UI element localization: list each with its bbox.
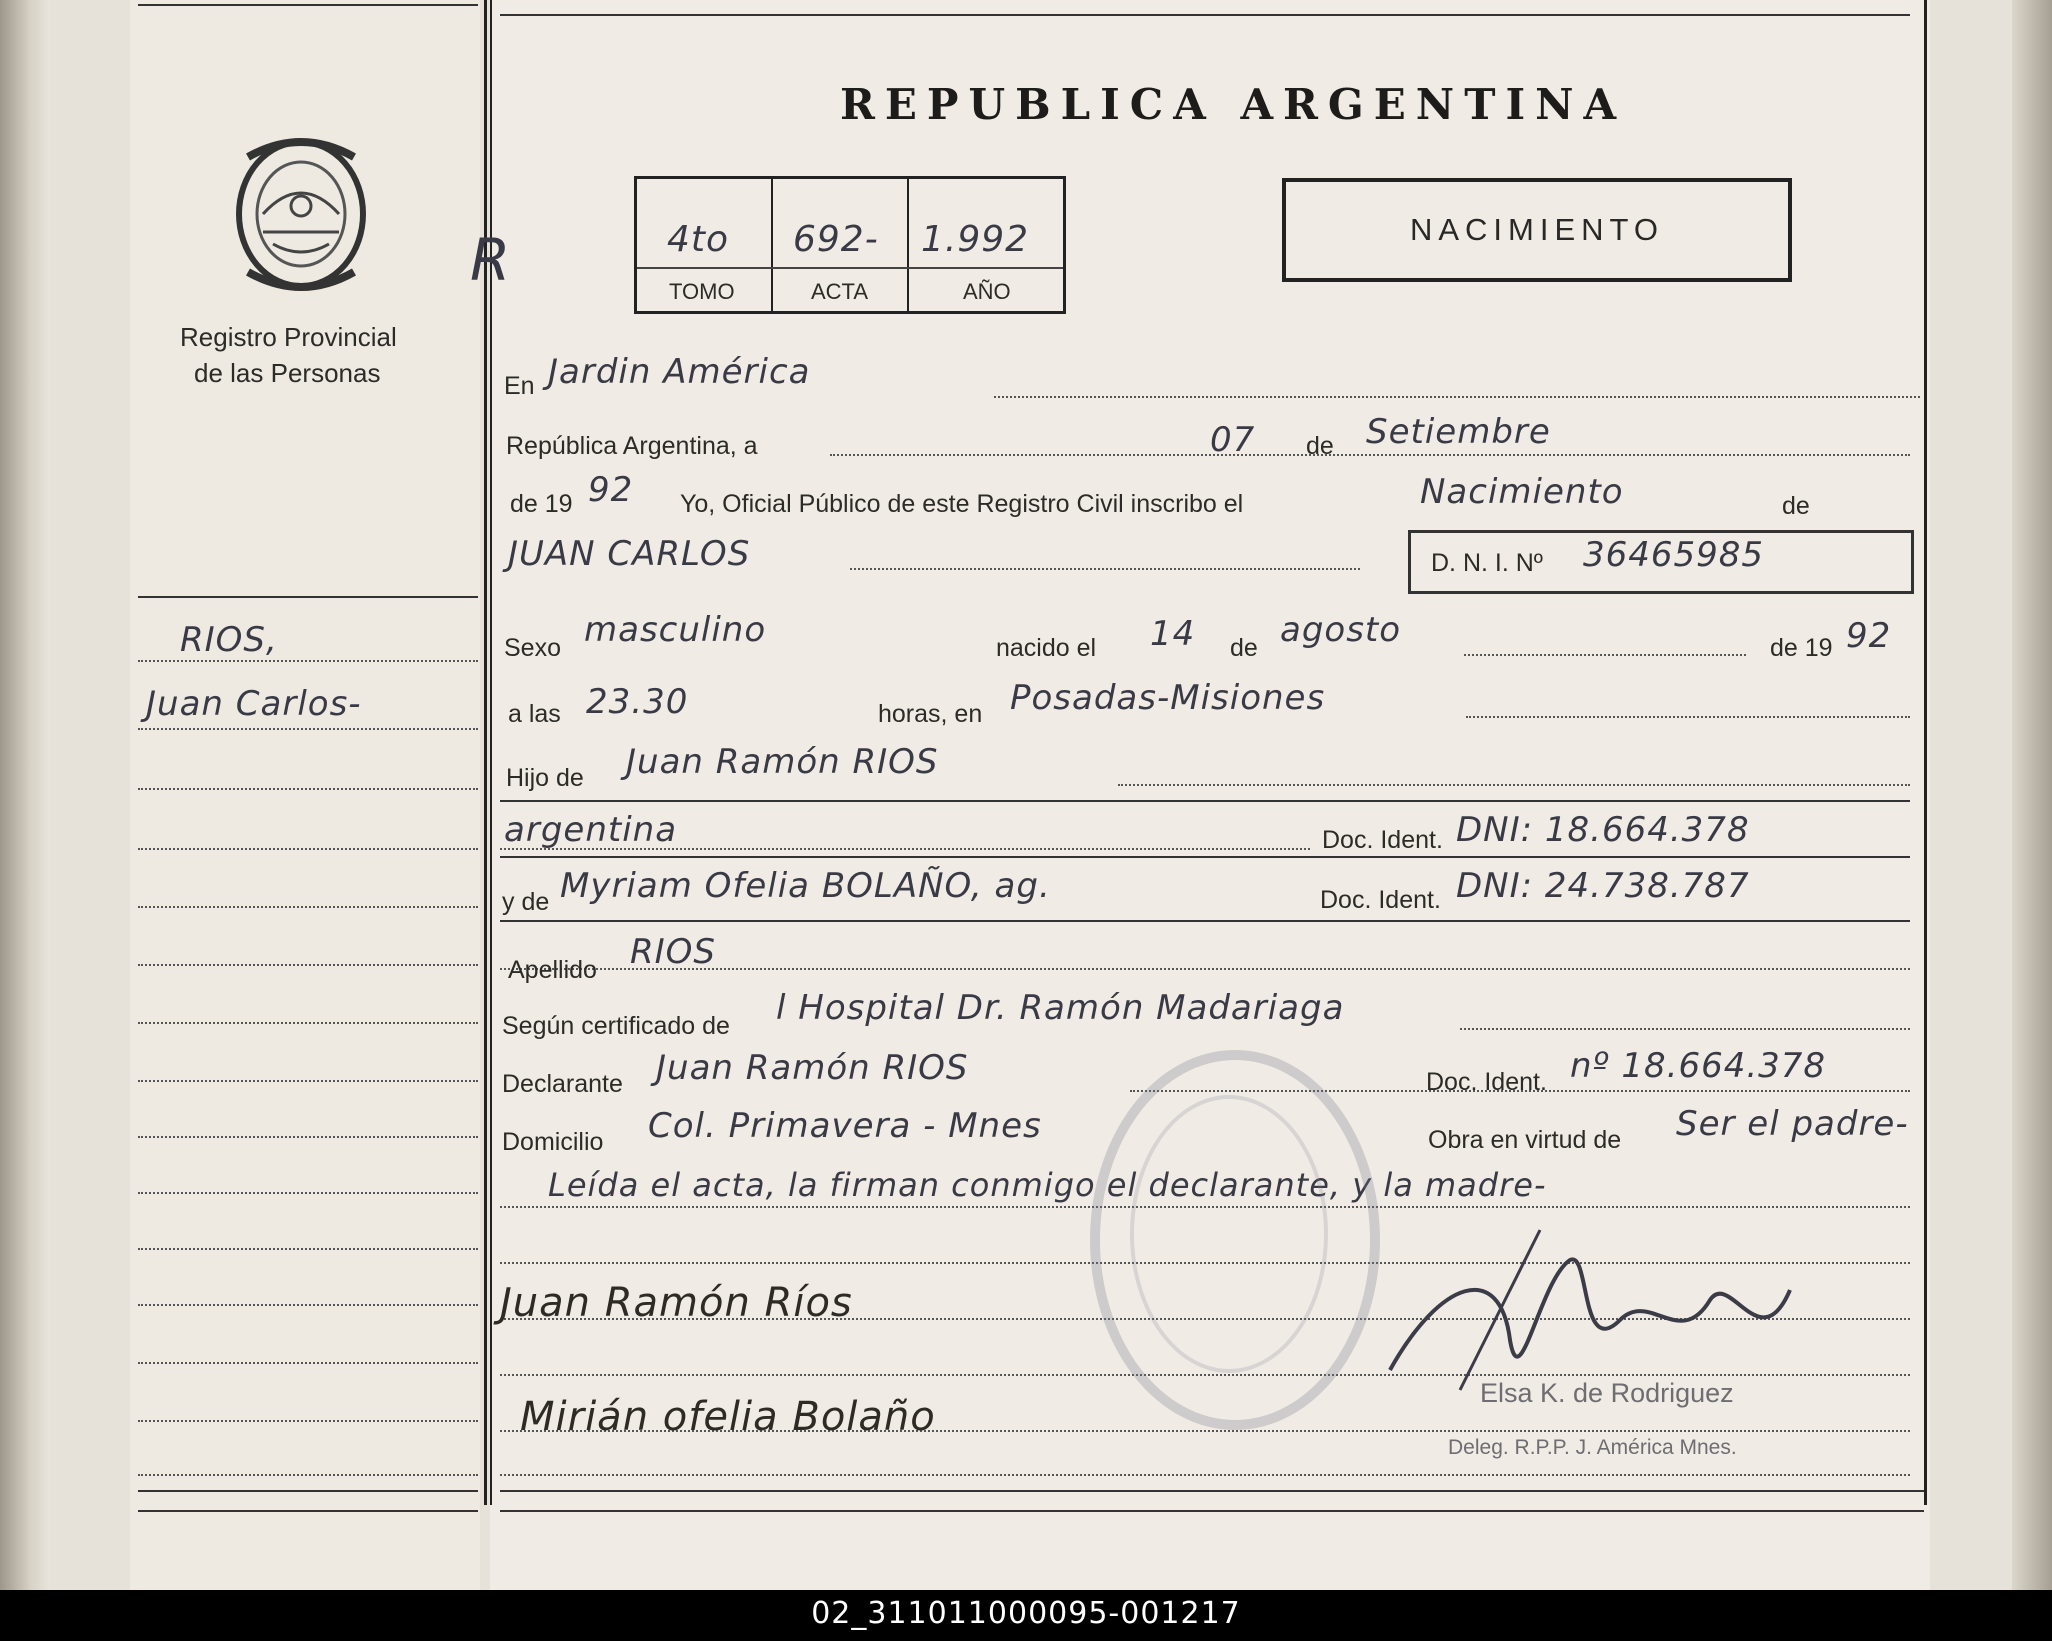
- en-value: Jardin América: [548, 352, 811, 392]
- image-identifier: 02_311011000095-001217: [811, 1596, 1241, 1631]
- year-prefix: de 19: [510, 490, 573, 518]
- place-value: Posadas-Misiones: [1010, 678, 1326, 718]
- stub-line: [138, 848, 478, 850]
- form-line: [1460, 1028, 1910, 1030]
- right-border: [1924, 0, 1927, 1505]
- margin-given-names: Juan Carlos-: [146, 684, 362, 724]
- dni-label: D. N. I. Nº: [1431, 549, 1543, 577]
- registry-name-line2: de las Personas: [194, 358, 381, 388]
- page-edge: [2012, 0, 2052, 1590]
- stub-line: [138, 788, 478, 790]
- stub-line: [138, 1192, 478, 1194]
- sexo-label: Sexo: [504, 634, 561, 662]
- country-title: REPUBLICA ARGENTINA: [840, 80, 1627, 129]
- stub-line: [138, 1474, 478, 1476]
- top-line: [500, 14, 1910, 16]
- stub-line: [138, 1248, 478, 1250]
- record-type-box: [1282, 178, 1792, 282]
- stub-line: [138, 1022, 478, 1024]
- form-line: [1466, 716, 1910, 718]
- birth-year-suffix: 92: [1846, 616, 1892, 656]
- stub-line: [138, 1420, 478, 1422]
- form-line: [850, 568, 1360, 570]
- segun-label: Según certificado de: [502, 1012, 730, 1040]
- yde-label: y de: [502, 888, 550, 916]
- anio-label: AÑO: [963, 279, 1011, 304]
- tomo-value: 4to: [667, 219, 730, 260]
- hijo-label: Hijo de: [506, 764, 584, 792]
- en-label: En: [504, 372, 535, 400]
- reading-line: Leída el acta, la firman conmigo el declarante, y la madre-: [548, 1166, 1547, 1204]
- stub-line: [138, 1080, 478, 1082]
- form-line: [1118, 784, 1910, 786]
- obra-label: Obra en virtud de: [1428, 1126, 1622, 1154]
- record-number-box: [634, 176, 1066, 314]
- father-nationality: argentina: [504, 810, 678, 850]
- obra-value: Ser el padre-: [1676, 1104, 1909, 1144]
- apellido-label: Apellido: [508, 956, 597, 984]
- mother-signature: Mirián ofelia Bolaño: [520, 1394, 936, 1440]
- hour-value: 23.30: [586, 682, 689, 722]
- stub-line: [138, 906, 478, 908]
- book-gutter: [0, 0, 50, 1590]
- year-suffix: 92: [588, 470, 634, 510]
- province-crest: [228, 132, 374, 294]
- stub-line: [138, 1304, 478, 1306]
- official-title: Deleg. R.P.P. J. América Mnes.: [1448, 1436, 1737, 1459]
- birth-day: 14: [1150, 614, 1196, 654]
- stub-bottom-line: [138, 1490, 478, 1492]
- registry-name-line1: Registro Provincial: [180, 322, 397, 352]
- mother-doc-label: Doc. Ident.: [1320, 886, 1441, 914]
- dni-box: [1408, 530, 1914, 594]
- de19-label: de 19: [1770, 634, 1833, 662]
- horas-label: horas, en: [878, 700, 983, 728]
- form-line: [500, 800, 1910, 802]
- stub-line: [138, 660, 478, 662]
- inscribo-value: Nacimiento: [1420, 472, 1624, 512]
- month-value: Setiembre: [1366, 412, 1551, 452]
- form-line: [500, 856, 1910, 858]
- margin-surname: RIOS,: [180, 620, 278, 660]
- father-doc-value: DNI: 18.664.378: [1456, 810, 1750, 850]
- apellido-value: RIOS: [630, 932, 716, 972]
- de3-label: de: [1230, 634, 1258, 662]
- stub-top-line: [138, 4, 478, 6]
- stub-line: [138, 1362, 478, 1364]
- form-line: [994, 396, 1920, 398]
- declarante-label: Declarante: [502, 1070, 623, 1098]
- bottom-line: [500, 1490, 1924, 1492]
- bottom-line-2: [500, 1510, 1924, 1512]
- stub-line: [138, 1136, 478, 1138]
- margin-initial-mark: R: [470, 226, 512, 294]
- official-name: Elsa K. de Rodriguez: [1480, 1378, 1734, 1408]
- name-value: JUAN CARLOS: [508, 534, 751, 574]
- declarante-value: Juan Ramón RIOS: [656, 1048, 969, 1088]
- mother-value: Myriam Ofelia BOLAÑO, ag.: [560, 866, 1051, 906]
- form-line: [830, 454, 1910, 456]
- anio-value: 1.992: [921, 219, 1030, 260]
- father-value: Juan Ramón RIOS: [626, 742, 939, 782]
- declarante-doc-label: Doc. Ident.: [1426, 1068, 1547, 1096]
- declarante-doc-value: nº 18.664.378: [1570, 1046, 1827, 1086]
- acta-value: 692-: [793, 219, 879, 260]
- segun-value: l Hospital Dr. Ramón Madariaga: [776, 988, 1345, 1028]
- birth-month: agosto: [1280, 610, 1402, 650]
- dni-value: 36465985: [1583, 535, 1765, 575]
- stub-section-line: [138, 596, 478, 598]
- a-las-label: a las: [508, 700, 561, 728]
- father-signature: Juan Ramón Ríos: [500, 1280, 853, 1326]
- republica-label: República Argentina, a: [506, 432, 758, 460]
- sexo-value: masculino: [584, 610, 767, 650]
- de-label: de: [1306, 432, 1334, 460]
- form-line: [1464, 654, 1746, 656]
- nacido-label: nacido el: [996, 634, 1097, 662]
- tomo-label: TOMO: [669, 279, 735, 304]
- stub-line: [138, 728, 478, 730]
- registry-seal: [1090, 1050, 1380, 1430]
- form-line: [500, 920, 1910, 922]
- father-doc-label: Doc. Ident.: [1322, 826, 1443, 854]
- yo-text: Yo, Oficial Público de este Registro Civil inscribo el: [680, 490, 1244, 518]
- form-line: [500, 1474, 1910, 1476]
- domicilio-value: Col. Primavera - Mnes: [648, 1106, 1042, 1146]
- acta-label: ACTA: [811, 279, 869, 304]
- stub-line: [138, 964, 478, 966]
- mother-doc-value: DNI: 24.738.787: [1456, 866, 1750, 906]
- stub-bottom-line-2: [138, 1510, 478, 1512]
- de2-label: de: [1782, 492, 1810, 520]
- record-type-label: NACIMIENTO: [1409, 212, 1665, 247]
- domicilio-label: Domicilio: [502, 1128, 604, 1156]
- day-value: 07: [1210, 420, 1256, 460]
